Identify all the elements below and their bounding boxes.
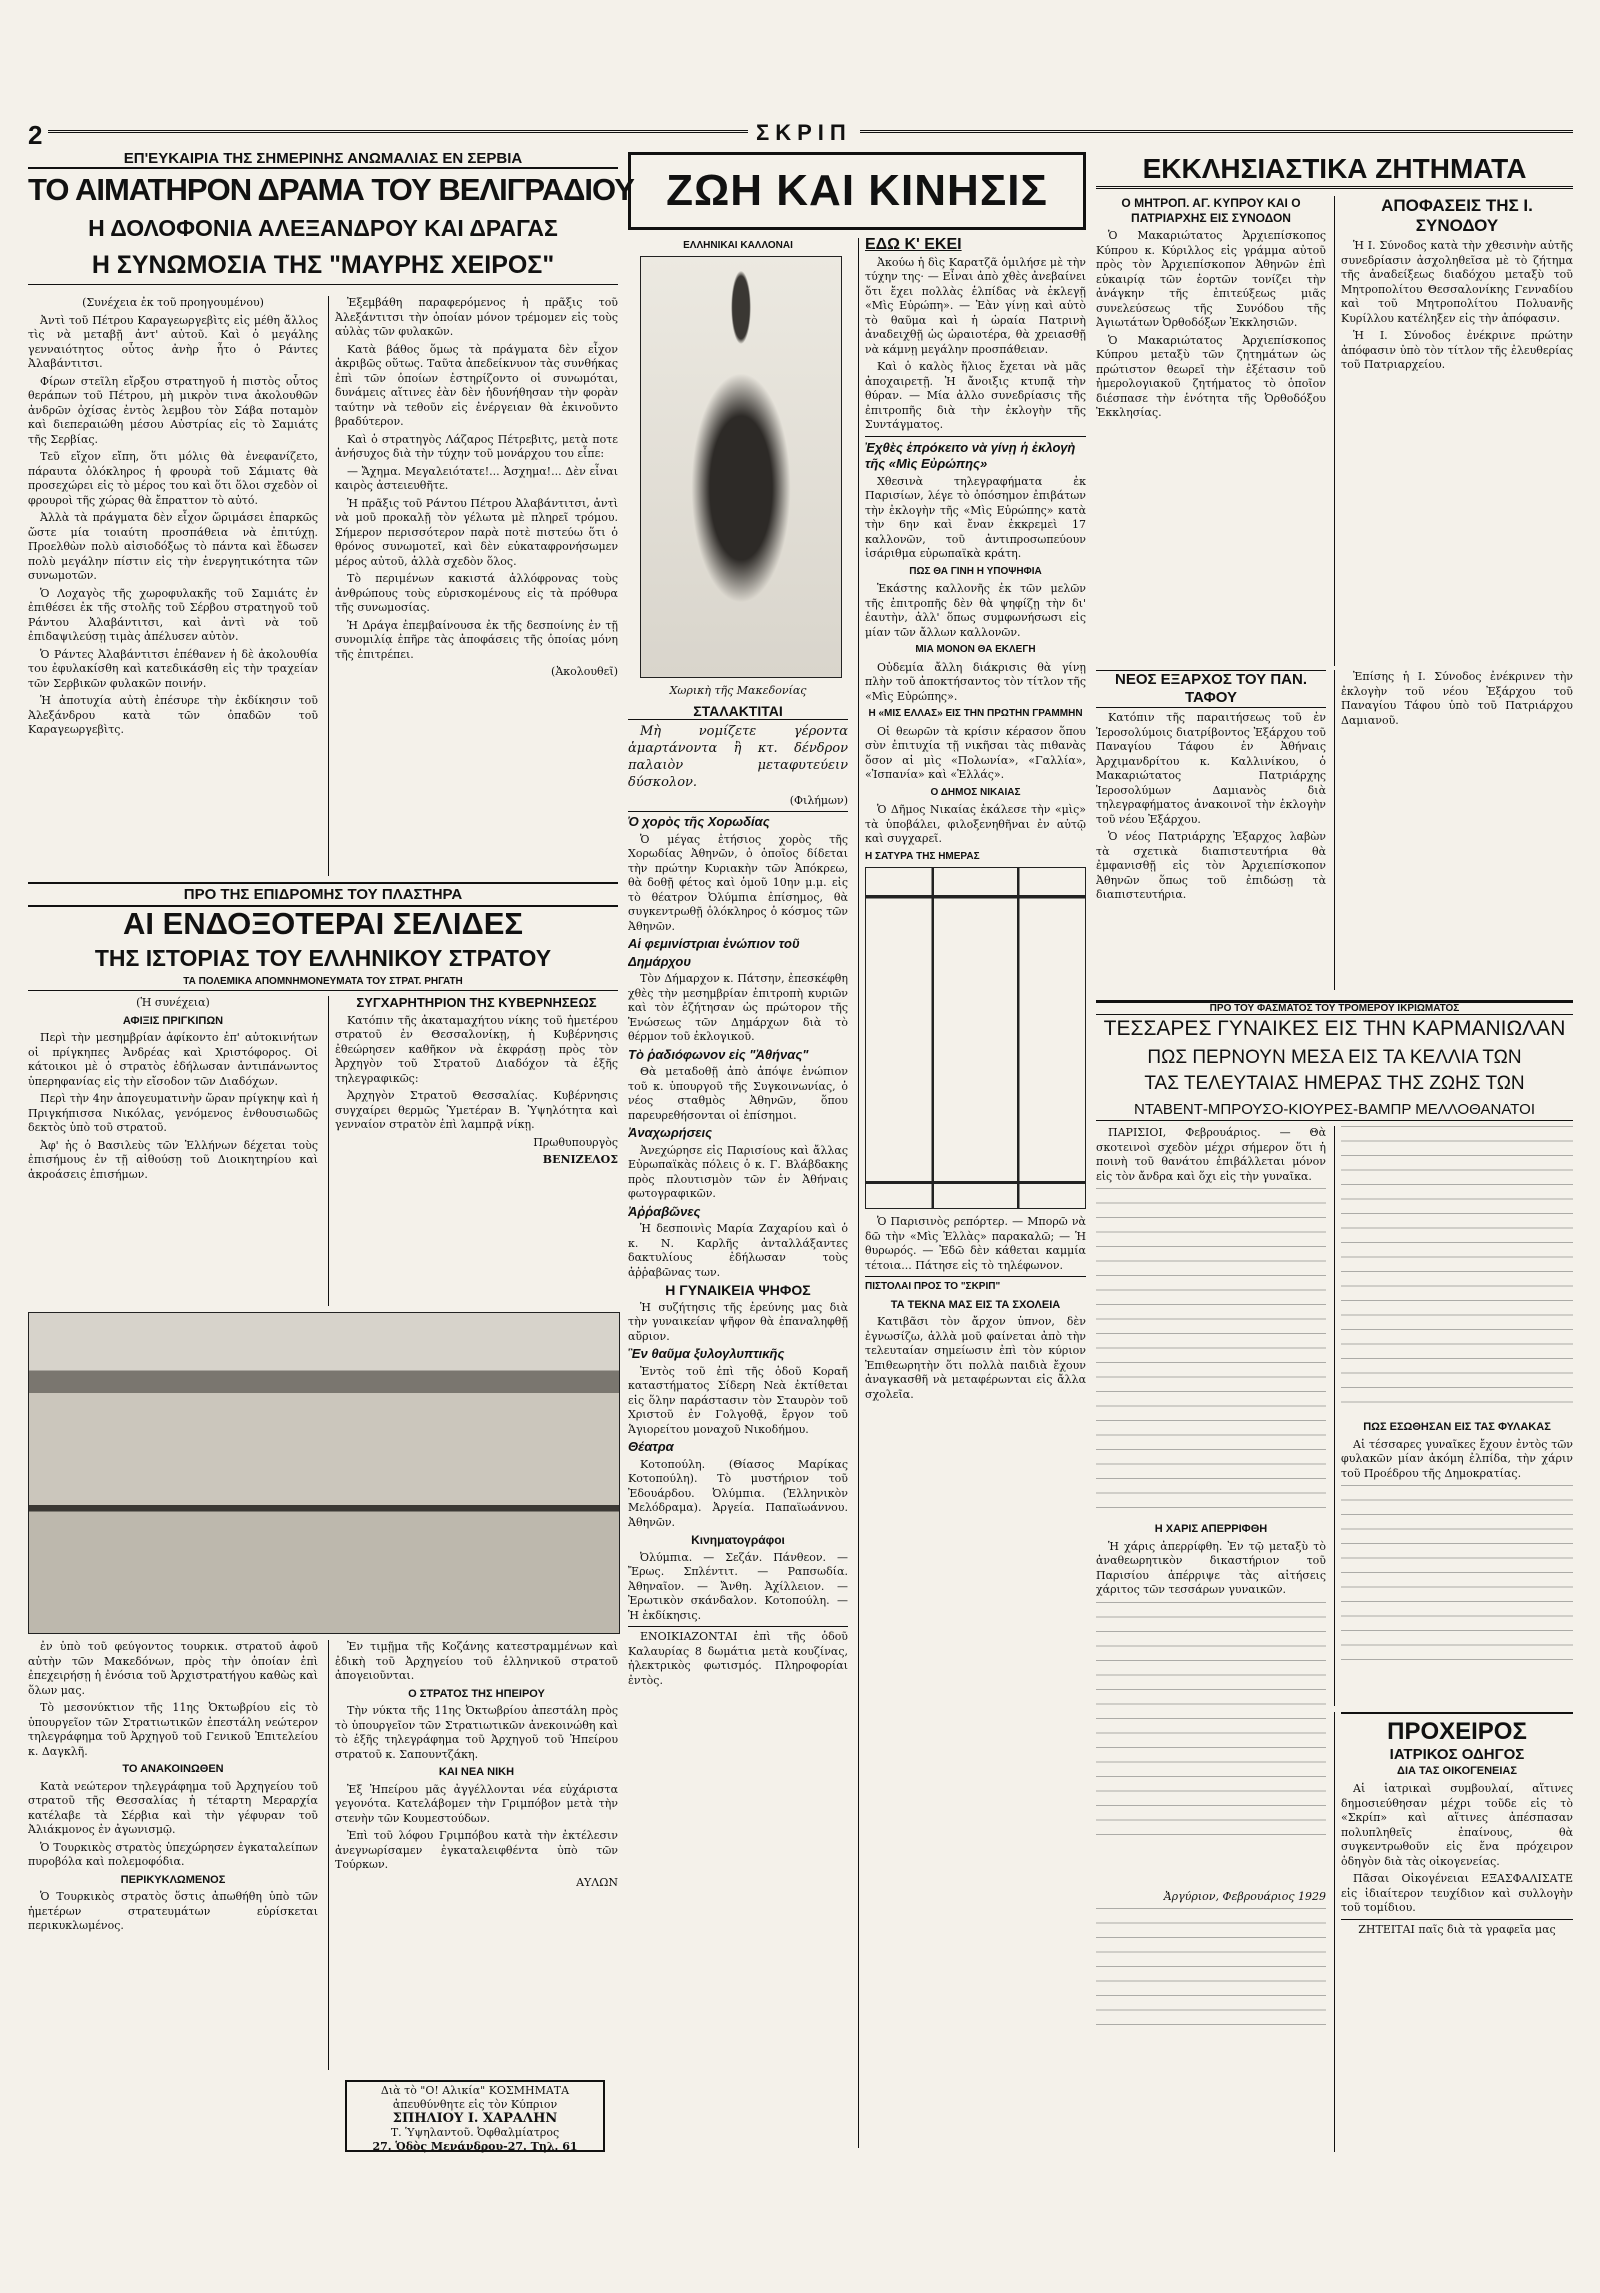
page-number: 2 [28, 120, 48, 151]
guillotine-headline: ΤΕΣΣΑΡΕΣ ΓΥΝΑΙΚΕΣ ΕΙΣ ΤΗΝ ΚΑΡΜΑΝΙΩΛΑΝ [1103, 1017, 1566, 1040]
center-col [858, 238, 1086, 2148]
paragraph: Ὁ μέγας ἐτήσιος χορὸς τῆς Χορωδίας Ἀθηνῶν, ὁ ὁποῖος δίδεται τὴν πρώτην Κυριακὴν τῶν Ἀπόκρεω, θὰ δοθῇ φέτος καὶ ὁμοῦ 10ην μ.μ. εἰς τὸ θέατρον Ὀλύμπια ἐπίσημος, θὰ συγκεντρωθῇ ὁλόκληρος ὁ κόσμος τῶν Ἀθηνῶν. [628, 832, 848, 933]
paragraph: ἐν ὑπὸ τοῦ φεύγοντος τουρκικ. στρατοῦ ἀφοῦ αὐτὴν τῶν Μακεδόνων, πρὸς τὴν ὁποίαν ἐπὶ ἐπεχειρήσῃ ἡ ἐνόσια τοῦ Ἀρχιστρατήγου καθὼς καὶ ὅλων μας. [28, 1640, 318, 1697]
church-col-2 [1334, 196, 1573, 666]
sepulchre-col-2 [1334, 670, 1573, 990]
paragraph: Χθεσινὰ τηλεγραφήματα ἐκ Παρισίων, λέγε τὸ ὁπόσημον ἐπιβάτων τὴν ἐκλογὴν τῆς «Μὶς Εὐρώπης» κατὰ τὴν 6ην καὶ ἔναν ἐκκρεμεὶ 17 καλλονῶν, τοῦ ἀντιπροσωπεύουν ἰσάριθμα εὐρωπαϊκὰ κράτη. [865, 474, 1086, 560]
left-subhead-1: Η ΔΟΛΟΦΟΝΙΑ ΑΛΕΞΑΝΔΡΟΥ ΚΑΙ ΔΡΑΓΑΣ [88, 215, 558, 241]
medical-guide-subtitle-2: ΔΙΑ ΤΑΣ ΟΙΚΟΓΕΝΕΙΑΣ [1397, 1765, 1517, 1777]
paragraph: Τὸ περιμένων κακιστά ἀλλόφρονας τοὺς ἀνθρώπους τοὺς εὑρισκομένους εἰς τὰ πρόθυρα τῆς συνωμοσίας. [335, 572, 618, 614]
paragraph: Ἐξ Ἠπείρου μᾶς ἀγγέλλονται νέα εὐχάριστα γεγονότα. Κατελάβομεν τὴν Γριμπόβον μετὰ τὴν στενὴν τῶν Κουμεστούδων. [335, 1782, 618, 1825]
church-col-1 [1096, 196, 1326, 666]
quote-author: (Φιλήμων) [789, 793, 848, 807]
paragraph: Ὁ Τουρκικὸς στρατὸς ὑπεχώρησεν ἐγκαταλείπων πυροβόλα καὶ πολεμοφόδια. [28, 1840, 318, 1868]
section-title: ΕΔΩ Κ' ΕΚΕΙ [865, 238, 962, 253]
macedonian-woman-photo [640, 256, 842, 678]
paragraph: Αἱ τέσσαρες γυναῖκες ἔχουν ἐντὸς τῶν φυλακῶν μίαν ἀκόμη ἐλπίδα, τὴν χάριν τοῦ Προέδρου τῆς Δημοκρατίας. [1341, 1437, 1573, 1480]
to-be-continued: (Ἀκολουθεῖ) [551, 665, 618, 678]
section-title: ΤΟ ΑΝΑΚΟΙΝΩΘΕΝ [122, 1763, 224, 1775]
history-kicker: ΠΡΟ ΤΗΣ ΕΠΙΔΡΟΜΗΣ ΤΟΥ ΠΛΑΣΤΗΡΑ [28, 882, 618, 907]
masthead [28, 120, 1573, 150]
middle-col-1 [628, 704, 848, 2154]
ad-line: ἀπευθύνθητε εἰς τὸν Κύπριον [392, 2098, 558, 2111]
paragraph: Ἡ συζήτησις τῆς ἐρεύνης μας διὰ τὴν γυναικείαν ψῆφον θὰ ἐπαναληφθῇ αὔριον. [628, 1300, 848, 1343]
history-col-1 [28, 996, 318, 1306]
paragraph: Κατόπιν τῆς παραιτήσεως τοῦ ἐν Ἱεροσολύμοις διατρίβοντος Ἐξάρχου τοῦ Παναγίου Τάφου ἐν Ἀθήναις Ἀρχιμανδρίτου κ. Καλλινίκου, ὁ Μακαριώτατος Πατριάρχης Ἱεροσολύμων Δαμιανὸς διὰ τηλεγραφήματος ἀνακοινοῖ τὴν ἐκλογὴν τοῦ νέου Ἐξάρχου. [1096, 711, 1326, 826]
classified-ad: ΕΝΟΙΚΙΑΖΟΝΤΑΙ ἐπὶ τῆς ὁδοῦ Καλαυρίας 8 δωμάτια μετὰ κουζίνας, ἠλεκτρικὸς φωτισμός. Πληροφορίαι ἐντὸς. [628, 1626, 848, 1688]
paragraph: Περὶ τὴν 4ην ἀπογευματινὴν ὥραν πρίγκηψ καὶ ἡ Πριγκήπισσα Νικόλας, γενόμενος ἐνθουσιωδῶς δεκτὸς ὑπὸ τοῦ στρατοῦ. [28, 1092, 318, 1134]
paragraph: Ἡ ἀποτυχία αὐτὴ ἐπέσυρε τὴν ἐκδίκησιν τοῦ Ἀλεξάνδρου κατὰ τῶν ὀπαδῶν τοῦ Καραγεωργεβὶτς. [28, 694, 318, 736]
text-block [1096, 1908, 1326, 2028]
paragraph: Ἀφ' ἡς ὁ Βασιλεὺς τῶν Ἑλλήνων δέχεται τοὺς ἐπισήμους ἐν τῇ αἰθούσῃ τοῦ Διοικητηρίου καὶ ἀκροάσεις ἐπισήμων. [28, 1138, 318, 1181]
paragraph: Καὶ ὁ καλὸς ἥλιος ἔχεται νὰ μᾶς ἀποχαιρετῇ. Ἡ ἄνοιξις κτυπᾷ τὴν θύραν. — Μία ἀλλο συνεδρίασις τῆς ἐπιτροπῆς διὰ τὴν ἐκλογὴν τῆς Συντάγματος. [865, 360, 1086, 431]
signature-role: Πρωθυπουργὸς [533, 1135, 618, 1149]
church-issues-header: ΕΚΚΛΗΣΙΑΣΤΙΚΑ ΖΗΤΗΜΑΤΑ [1096, 152, 1573, 189]
paragraph: Τὸν Δήμαρχον κ. Πάτσην, ἐπεσκέφθη χθὲς τὴν μεσημβρίαν ἐπιτροπὴ κυριῶν καὶ τὸν ἐζήτησαν ὡς πρώτορον τῆς Ἑνώσεως τῶν Δημάρχων διὰ τὸ θέρμον τοῦ ἐκλογικοῦ. [628, 972, 848, 1043]
paragraph: ΠΑΡΙΣΙΟΙ, Φεβρουάριος. — Θὰ σκοτεινοὶ σχεδὸν μέχρι σήμερον ὅτι ἡ ποινὴ τοῦ θανάτου ἐπιβάλλεται μόνον εἰς τὸν ἄνδρα καὶ ὅχι εἰς τὴν γυναῖκα. [1096, 1126, 1326, 1183]
paragraph: Ὁ νέος Πατριάρχης Ἐξαρχος λαβὼν τὰ σχετικὰ διαπιστευτήρια θὰ ἐμφανισθῇ εἰς τὸν Ἀρχιεπίσκοπον Ἀθηνῶν ὅπως τοῦ ἐπιδώσῃ τὰ διαπιστευτήρια. [1096, 830, 1326, 901]
section-title: ΣΤΑΛΑΚΤΙΤΑΙ [628, 704, 848, 720]
paragraph: Τὴν νύκτα τῆς 11ης Ὀκτωβρίου ἀπεστάλη πρὸς τὸ ὑπουργεῖον τῶν Στρατιωτικῶν ἀνεκοινώθη καὶ τὸ ἑξῆς τηλεγράφημα τοῦ Ἀρχηγοῦ τοῦ Ἠπείρου στρατοῦ κ. Σαπουντζάκη. [335, 1704, 618, 1761]
paragraph: Ἡ πρᾶξις τοῦ Ράντου Πέτρου Ἀλαβάντιτσι, ἀντὶ νὰ μοῦ προκαλῇ τὸν γέλωτα μὲ πληρεῖ τρόμου. Σήμερον περισσότερον παρὰ ποτὲ πιστεύω ὅτι ὁ θρόνος συνωμοτεῖ, καὶ δὲν εὐκαταφρονήσωμεν μέρος αὐτοῦ, ἀλλὰ σχεδὸν ὅλος. [335, 496, 618, 568]
paragraph: Θὰ μεταδοθῇ ἀπὸ ἀπόψε ἐνώπιον τοῦ κ. ὑπουργοῦ τῆς Συγκοινωνίας, ὁ νέος σταθμὸς Ἀθηνῶν, ὅπου παρευρεθήσονται οἱ ἐπίσημοι. [628, 1065, 848, 1122]
section-title: Τὸ ῥαδιόφωνον εἰς "Ἀθήνας" [628, 1046, 809, 1062]
paragraph: Ἀκούω ἡ δὶς Καρατζᾶ ὁμιλήσε μὲ τὴν τύχην της· — Εἶναι ἀπὸ χθὲς ἀνεβαίνει ὅτι ἔχει πολλὰς ἑλπίδας νὰ ἐκλεγῇ «Μὶς Εὐρώπη». — Ἐὰν γίνῃ καὶ αὐτὸ τὸ θαῦμα καὶ ἡ ὡραία Πατρινὴ ἀναδειχθῇ ὡς ὡραιοτέρα, θὰ χρειασθῇ νὰ κάμνῃ μεγάλην προσπάθειαν. [865, 255, 1086, 356]
paragraph: Οὐδεμία ἄλλη διάκρισις θὰ γίνῃ πλὴν τοῦ ἀποκτήσαντος τὸν τίτλον τῆς «Μὶς Εὐρώπης». [865, 660, 1086, 703]
paragraph: Ἑκάστης καλλονῆς ἐκ τῶν μελῶν τῆς ἐπιτροπῆς δὲν θὰ ψηφίζῃ τὴν δι' ἑαυτὴν, ἀλλ' ὅπως συμφωνήσωσι εἰς μίαν τῶν ἄλλων καλλονῶν. [865, 582, 1086, 639]
continued-note: (Συνέχεια ἐκ τοῦ προηγουμένου) [82, 296, 264, 309]
life-title-box [628, 152, 1086, 230]
paragraph: Ἀρχηγὸν Στρατοῦ Θεσσαλίας. Κυβέρνησις συγχαίρει θερμῶς Ὑμετέραν Β. Ὑψηλότητα καὶ γενναίον στρατὸν ἐπὶ λαμπρᾷ νίκῃ. [335, 1089, 618, 1131]
ad-line: Τ. Ὑψηλαντοῦ. Ὀφθαλμίατρος [390, 2126, 560, 2139]
medical-guide-title: ΠΡΟΧΕΙΡΟΣ [1341, 1712, 1573, 1746]
paragraph: Ὁ Ράντες Ἀλαβάντιτσι ἐπέθανεν ἡ δὲ ἀκολουθία του ἐφυλακίσθη καὶ κατεδικάσθη εἰς τὴν τραχείαν τῶν Σερβικῶν φυλακῶν ποινήν. [28, 647, 318, 690]
section-title: Η ΓΥΝΑΙΚΕΙΑ ΨΗΦΟΣ [665, 1282, 811, 1298]
section-title: Ἀναχωρήσεις [628, 1125, 713, 1140]
history-subhead: ΤΗΣ ΙΣΤΟΡΙΑΣ ΤΟΥ ΕΛΛΗΝΙΚΟΥ ΣΤΡΑΤΟΥ [94, 945, 552, 971]
paragraph: Ὀλύμπια. — Σεζάν. Πάνθεον. — Ἔρως. Σπλέντιτ. — Ραπσωδία. Ἀθηναῖον. — Ἄνθη. Ἀχίλλειον. — Ἐρωτικὸν σκάνδαλον. Κοτοπούλη. — Ἡ ἐκδίκησις. [628, 1550, 848, 1622]
paragraph: Ἐπίσης ἡ Ι. Σύνοδος ἐνέκρινεν τὴν ἐκλογὴν τοῦ νέου Ἐξάρχου τοῦ Παναγίου Τάφου ὑπὸ τοῦ Πατριάρχου Δαμιανοῦ. [1341, 670, 1573, 727]
section-title: ΑΦΙΞΙΣ ΠΡΙΓΚΙΠΩΝ [122, 1014, 224, 1027]
paragraph: Τὸ μεσονύκτιον τῆς 11ης Ὀκτωβρίου εἰς τὸ ὑπουργεῖον τῶν Στρατιωτικῶν ἐπεστάλη νεώτερον τηλεγράφημα τοῦ Ἀρχηγοῦ τοῦ Γενικοῦ Ἐπιτελείου κ. Δαγκλῆ. [28, 1701, 318, 1758]
text-block [1096, 1602, 1326, 1842]
cartoon-label: Η ΣΑΤΥΡΑ ΤΗΣ ΗΜΕΡΑΣ [865, 850, 980, 862]
paragraph: Ὁ Μακαριώτατος Ἀρχιεπίσκοπος Κύπρου μεταξὺ τῶν ζητημάτων ὡς πρώτιστον θεωρεῖ τὴν ἐξέτασιν τοῦ ἡμερολογιακοῦ ζητήματος τὸ ὁποῖον διέσπασε τὴν ἑνότητα τῆς Ὀρθοδόξου Ἐκκλησίας. [1096, 333, 1326, 419]
paragraph: Ἀνεχώρησε εἰς Παρισίους καὶ ἄλλας Εὐρωπαϊκὰς πόλεις ὁ κ. Γ. Βλάβδακης πρὸς πλουτισμὸν τῶν ἐν Ἀθήναις φωτογραφικῶν. [628, 1143, 848, 1200]
section-title: Η ΧΑΡΙΣ ΑΠΕΡΡΙΦΘΗ [1154, 1523, 1268, 1535]
paragraph: Τεῦ εἴχον εἴπη, ὅτι μόλις θὰ ἐνεφανίζετο, πάραυτα ὁλόκληρος ἡ φρουρὰ τοῦ Σάμιατς θὰ προσεχώρει εἰς τὸ μέρος του καὶ ὅτι ὅλοι σχεδὸν οἱ φρουροὶ τῆς χώρας θὰ ἔπραττον τὸ αὐτό. [28, 450, 318, 507]
continued-note: (Ἡ συνέχεια) [136, 996, 210, 1009]
history-headline: ΑΙ ΕΝΔΟΞΟΤΕΡΑΙ ΣΕΛΙΔΕΣ [122, 906, 524, 941]
paragraph: Ἡ Ι. Σύνοδος ἐνέκρινε πρώτην ἀπόφασιν ὑπὸ τὸν τίτλον τῆς ἐλευθερίας τοῦ Πατριαρχείου. [1341, 329, 1573, 371]
section-title: ΑΠΟΦΑΣΕΙΣ ΤΗΣ Ι. ΣΥΝΟΔΟΥ [1381, 196, 1533, 235]
left-kicker: ΕΠ'ΕΥΚΑΙΡΙΑ ΤΗΣ ΣΗΜΕΡΙΝΗΣ ΑΝΩΜΑΛΙΑΣ ΕΝ ΣΕΡΒΙΑ [28, 150, 618, 169]
paragraph: Ἀλλὰ τὰ πράγματα δὲν εἶχον ὥριμάσει ἐπαρκῶς ὥστε μία τοιαύτη προσπάθεια νὰ ἐπιτύχῃ. Προελθὼν πολὺ αἰσιοδόξως τὸ πάντα καὶ ἔδωσεν πολὺ μεγάλην πίστιν εἰς τὴν ἐνεργητικότητα τῶν συνωμοτῶν. [28, 511, 318, 582]
guillotine-subhead-2: ΤΑΣ ΤΕΛΕΥΤΑΙΑΣ ΗΜΕΡΑΣ ΤΗΣ ΖΩΗΣ ΤΩΝ [1144, 1073, 1525, 1094]
left-subhead-2: Η ΣΥΝΩΜΟΣΙΑ ΤΗΣ "ΜΑΥΡΗΣ ΧΕΙΡΟΣ" [28, 250, 618, 285]
ad-line: Διὰ τὸ "Ο! Αλικία" ΚΟΣΜΗΜΑΤΑ [380, 2084, 570, 2097]
paragraph: Ἐν τιμῇμα τῆς Κοζάνης κατεστραμμένων καὶ ἐδικὴ τοῦ Ἀρχηγείου τοῦ ἑλληνικοῦ στρατοῦ ἀπογειοῦνται. [335, 1640, 618, 1682]
paragraph: Ἐντὸς τοῦ ἐπὶ τῆς ὁδοῦ Κοραῆ καταστήματος Σίδερη Νεὰ ἐκτίθεται εἰς ὅλην παράστασιν τὸν Σταυρὸν τοῦ Χριστοῦ ἐν Γολγοθᾷ, ἔργον τοῦ Ἁγιορείτου μοναχοῦ Νικοδήμου. [628, 1364, 848, 1436]
paragraph: Καὶ ὁ στρατηγὸς Λάζαρος Πέτρεβιτς, μετὰ ποτε ἀνήσυχος διὰ τὴν τύχην τοῦ μονάρχου του εἶπε: [335, 432, 618, 460]
paragraph: Ἐξεμβάθη παραφερόμενος ἡ πρᾶξις τοῦ Ἀλεξάντιτσι τὴν ὁποίαν μόνον τρέμομεν εἰς τοὺς αὐλὰς τῶν φυλακῶν. [335, 296, 618, 338]
section-title: Ἐχθὲς ἐπρόκειτο νὰ γίνῃ ἡ ἐκλογὴ τῆς «Μὶς Εὐρώπης» [865, 436, 1086, 472]
paragraph: Πᾶσαι Οἰκογένειαι ΕΞΑΣΦΑΛΙΣΑΤΕ εἰς ἰδιαίτερον τευχίδιον καὶ συλλογὴν τοῦ τομίδιου. [1341, 1872, 1573, 1914]
paragraph: Ἀντὶ τοῦ Πέτρου Καραγεωργεβὶτς εἰς μέθη ἄλλος τὶς νὰ μεταβῇ ἀντ' αὐτοῦ. Καὶ ὁ μεγάλης γενναιότητος οὗτος ἀνὴρ ἦτο ὁ Ράντες Ἀλαβάντιτσι. [28, 313, 318, 370]
guillotine-col-1 [1096, 1126, 1326, 1886]
section-title: Ἓν θαῦμα ξυλογλυπτικῆς [628, 1346, 785, 1361]
text-block [1341, 1126, 1573, 1416]
quote: — Ἄχημα. Μεγαλειότατε!... Ἀσχημα!... Δὲν εἶναι καιρὸς ἀστειευθῆτε. [335, 464, 618, 492]
paragraph: Κατιβᾶσι τὸν ἄρχον ὑπνον, δὲν ἐγνωσίζω, ἀλλὰ μοῦ φαίνεται ἀπὸ τὴν τελευταίαν σημείωσιν ἐπὶ τὸν κύριον Ἐπιθεωρητὴν ὅτι πολλὰ παιδιὰ ἔχουν ἀναγκασθῆ νὰ μεταφέρωνται εἰς ἄλλα σχολεῖα. [865, 1315, 1086, 1401]
photo-caption: Χωρικὴ τῆς Μακεδονίας [669, 684, 807, 697]
section-title: Ἀῤῥαβῶνες [628, 1203, 701, 1219]
wanted-ad: ΖΗΤΕΙΤΑΙ παῖς διὰ τὰ γραφεῖα μας [1341, 1919, 1573, 1938]
left-article-col-1 [28, 296, 318, 876]
history-bottom-col-1 [28, 1640, 318, 2150]
medical-guide-box [1334, 1712, 1573, 2152]
paragraph: Ἡ Δράγα ἐπεμβαίνουσα ἐκ τῆς δεσποίνης ἐν τῇ συνομιλίᾳ ἐπῆρε τὰς ἀποφάσεις τῆς ὁποίας μόνη τῆς ἐπιτρέπει. [335, 618, 618, 661]
paragraph: Περὶ τὴν μεσημβρίαν ἀφίκοντο ἐπ' αὐτοκινήτων οἱ πρίγκηπες Ἀνδρέας καὶ Χριστόφορος. Οἱ κάτοικοι μὲ ὁ στρατὸς ἐδήλωσαν ἀντιπάνωντος ὑπερηφανίας εἰς τὴν εἴσοδον τῶν Διαδόχων. [28, 1031, 318, 1088]
satire-cartoon [865, 867, 1086, 1209]
paragraph: Ἐπὶ τοῦ λόφου Γριμπόβου κατὰ τὴν ἐκτέλεσιν ἀνεγνωρίσαμεν ἐγκαταλειφθέντα ὑπὸ τῶν Τούρκων. [335, 1829, 618, 1871]
section-title: ΠΕΡΙΚΥΚΛΩΜΕΝΟΣ [120, 1873, 226, 1886]
section-title: Ο ΜΗΤΡΟΠ. ΑΓ. ΚΥΠΡΟΥ ΚΑΙ Ο ΠΑΤΡΙΑΡΧΗΣ ΕΙΣ ΣΥΝΟΔΟΝ [1121, 196, 1301, 225]
section-title: Αἱ φεμινίστριαι ἐνώπιον τοῦ [628, 936, 800, 951]
section-title: ΜΙΑ ΜΟΝΟΝ ΘΑ ΕΚΛΕΓΗ [915, 644, 1036, 655]
paragraph: Ἡ χάρις ἀπερρίφθη. Ἐν τῷ μεταξὺ τὸ ἀναθεωρητικὸν δικαστήριον τοῦ Παρισίου ἀπέρριψε τὰς αἰτήσεις χάριτος τῶν τεσσάρων γυναικῶν. [1096, 1539, 1326, 1596]
section-title: Ο ΣΤΡΑΤΟΣ ΤΗΣ ΗΠΕΙΡΟΥ [408, 1687, 545, 1700]
paragraph: Ὁ Δῆμος Νικαίας ἐκάλεσε τὴν «μὶς» τὰ ὑποβάλει, φιλοξενηθῆναι ἐν αὐτῷ καὶ συγχαρεῖ. [865, 803, 1086, 845]
jewelry-ad [345, 2080, 605, 2152]
signature: ΒΕΝΙΖΕΛΟΣ [542, 1153, 618, 1166]
letters-label: ΠΙΣΤΟΛΑΙ ΠΡΟΣ ΤΟ "ΣΚΡΙΠ" [865, 1276, 1086, 1295]
guillotine-col-2 [1334, 1126, 1573, 1706]
section-title: ΠΩΣ ΕΣΩΘΗΣΑΝ ΕΙΣ ΤΑΣ ΦΥΛΑΚΑΣ [1363, 1421, 1551, 1433]
ad-line: ΣΠΗΛΙΟΥ Ι. ΧΑΡΑΛΗΝ [392, 2111, 558, 2126]
life-title: ΖΩΗ ΚΑΙ ΚΙΝΗΣΙΣ [666, 166, 1048, 215]
paragraph: Κατὰ βάθος ὅμως τὰ πράγματα δὲν εἶχον ἀκριβῶς οὕτως. Ταῦτα ἀπεδείκνυον τὰς συνθήκας ἐπὶ τῶν ὁποίων ἐστηρίζοντο οἱ συνωμόται, δυνάμεις αἵτινες ἐὰν δὲν ἠδυνήθησαν τὴν φορὰν ταύτην νὰ τεθοῦν εἰς ἐνέργειαν θὰ ἐκινοῦντο βραδύτερον. [335, 342, 618, 428]
quote: Μὴ νομίζετε γέροντα ἁμαρτάνοντα ἢ κτ. δένδρον παλαιὸν μεταφυτεύειν δύσκολον. [628, 723, 848, 790]
paragraph: Ὁ Τουρκικὸς στρατὸς ὅστις ἀπωθήθη ὑπὸ τῶν ἡμετέρων στρατευμάτων εὑρίσκεται περικυκλωμένος. [28, 1890, 318, 1932]
section-title: Ο ΔΗΜΟΣ ΝΙΚΑΙΑΣ [930, 786, 1021, 798]
text-block [1096, 1188, 1326, 1518]
paragraph: Ὁ Λοχαγὸς τῆς χωροφυλακῆς τοῦ Σαμιάτς ἐν ἐπιθέσει ἐκ τῆς στολῆς τοῦ Σέρβου στρατηγοῦ τοῦ Ράντου Ἀλαβάντιτσι, καὶ ἀντὶ νὰ τοῦ ἐπιδαψιλεύσῃ τιμὰς ἀπέλυσεν αὐτὸν. [28, 586, 318, 643]
paragraph: Κοτοπούλη. (Θίασος Μαρίκας Κοτοπούλη). Τὸ μυστήριον τοῦ Ἐδουάρδου. Ὀλύμπια. (Ἑλληνικὸν Μελόδραμα). Ἀργεία. Παπαϊωάννου. Ἀθηνῶν. [628, 1457, 848, 1529]
medical-guide-subtitle-1: ΙΑΤΡΙΚΟΣ ΟΔΗΓΟΣ [1389, 1746, 1525, 1763]
guillotine-kicker: ΠΡΟ ΤΟΥ ΦΑΣΜΑΤΟΣ ΤΟΥ ΤΡΟΜΕΡΟΥ ΙΚΡΙΩΜΑΤΟΣ [1096, 1000, 1573, 1015]
dateline: Ἀργύριον, Φεβρουάριος 1929 [1163, 1890, 1326, 1903]
photo-caption-top: ΕΛΛΗΝΙΚΑΙ ΚΑΛΛΟΝΑΙ [683, 240, 793, 251]
section-title: Δημάρχου [628, 953, 692, 969]
guillotine-subhead-3: ΝΤΑΒΕΝΤ-ΜΠΡΟΥΣΟ-ΚΙΟΥΡΕΣ-ΒΑΜΠΡ ΜΕΛΛΟΘΑΝΑΤΟΙ [1096, 1100, 1573, 1121]
section-title: ΝΕΟΣ ΕΞΑΡΧΟΣ ΤΟΥ ΠΑΝ. ΤΑΦΟΥ [1096, 670, 1326, 708]
guillotine-subhead-1: ΠΩΣ ΠΕΡΝΟΥΝ ΜΕΣΑ ΕΙΣ ΤΑ ΚΕΛΛΙΑ ΤΩΝ [1147, 1047, 1522, 1068]
section-title: ΤΑ ΤΕΚΝΑ ΜΑΣ ΕΙΣ ΤΑ ΣΧΟΛΕΙΑ [890, 1298, 1061, 1311]
paragraph: Ὁ Μακαριώτατος Ἀρχιεπίσκοπος Κύπρου κ. Κύριλλος εἰς γράμμα αὐτοῦ πρὸς τὸν Ἀρχιεπίσκοπον Ἀθηνῶν ἐπὶ εὐκαιρίᾳ τῶν ἑορτῶν τονίζει τὴν ἀνάγκην τῆς ἐπιτεύξεως μιᾶς συνελεύσεως τῆς Συνόδου τῆς Ἀγιωτάτων Ὀρθοδόξων Ἐκκλησιῶν. [1096, 229, 1326, 329]
left-headline: ΤΟ ΑΙΜΑΤΗΡΟΝ ΔΡΑΜΑ ΤΟΥ ΒΕΛΙΓΡΑΔΙΟΥ [28, 172, 634, 207]
text-block [1341, 1485, 1573, 1665]
section-title: ΠΩΣ ΘΑ ΓΙΝΗ Η ΥΠΟΨΗΦΙΑ [909, 565, 1042, 577]
left-article-col-2 [328, 296, 618, 876]
section-title: Θέατρα [628, 1439, 674, 1454]
soldiers-house-photo [28, 1312, 620, 1634]
section-title: ΚΑΙ ΝΕΑ ΝΙΚΗ [438, 1766, 515, 1778]
cartoon-caption: Ὁ Παρισινὸς ρεπόρτερ. — Μπορῶ νὰ δῶ τὴν «Μὶς Ἑλλὰς» παρακαλῶ; — Ἡ θυρωρός. — Ἐδῶ δὲν κάθεται καμμία τέτοια... Πάτησε εἰς τὸ τηλέφωνον. [865, 1215, 1086, 1272]
section-title: ΣΥΓΧΑΡΗΤΗΡΙΟΝ ΤΗΣ ΚΥΒΕΡΝΗΣΕΩΣ [356, 996, 597, 1010]
paragraph: Αἱ ἰατρικαὶ συμβουλαί, αἵτινες δημοσιεύθησαν μέχρι τοῦδε εἰς τὸ «Σκρίπ» καὶ αἵτινες ἀπέσπασαν πολυπληθεῖς ἐπαίνους, θὰ συγκεντρωθοῦν εἰς ἕνα πρόχειρον ὁδηγὸν διὰ τὰς οἰκογενείας. [1341, 1782, 1573, 1868]
paragraph: Κατὰ νεώτερον τηλεγράφημα τοῦ Ἀρχηγείου τοῦ στρατοῦ τῆς Θεσσαλίας ἡ τέταρτη Μεραρχία κατέλαβε τὰ Σέρβια καὶ τὴν γέφυραν τοῦ Ἀλιάκμονος ἐν ἀγωνισμῷ. [28, 1779, 318, 1836]
paragraph: Φίρων στεῖλη εἴρξου στρατηγοῦ ἡ πιστὸς οὗτος θεράπων τοῦ Πέτρου, μὴ μικρὸν τινα ἀκολουθῶν ἀνδρῶν ὀχίσας ἐντὸς λεμβου τὸν Σάβα ποταμὸν καὶ διεπεραιώθη μέσου Αὐστρίας εἰς τὸ Σαμιάτς τῆς Σερβίας. [28, 374, 318, 446]
sepulchre-col [1096, 670, 1326, 990]
history-bottom-col-2 [328, 1640, 618, 2070]
section-title: Ὁ χορὸς τῆς Χορωδίας [628, 811, 848, 830]
paper-name: ΣΚΡΙΠ [748, 120, 860, 146]
section-title: Η «ΜΙΣ ΕΛΛΑΣ» ΕΙΣ ΤΗΝ ΠΡΩΤΗΝ ΓΡΑΜΜΗΝ [868, 708, 1083, 719]
paragraph: Οἱ θεωρῶν τὰ κρίσιν κέρασον ὅπου σὺν ἐπιτυχία τῇ νικῆσαι τὰς πιθανὰς ὅσον αἱ μὶς «Πολωνία», «Γαλλία», «Ἰσπανία» καὶ «Ἑλλάς». [865, 724, 1086, 781]
paragraph: Κατόπιν τῆς ἀκαταμαχήτου νίκης τοῦ ἡμετέρου στρατοῦ ἐν Θεσσαλονίκῃ, ἡ Κυβέρνησις ἐθεώρησεν καθῆκον νὰ ἐκφράσῃ πρὸς τὸν Ἀρχηγὸν τοῦ Στρατοῦ Διαδόχον τὰ ἑξῆς τηλεγραφικῶς: [335, 1013, 618, 1085]
history-col-2 [328, 996, 618, 1306]
history-series: ΤΑ ΠΟΛΕΜΙΚΑ ΑΠΟΜΝΗΜΟΝΕΥΜΑΤΑ ΤΟΥ ΣΤΡΑΤ. ΡΗΓΑΤΗ [28, 976, 618, 991]
ad-line: 27. Ὁδὸς Μενάνδρου-27. Τηλ. 61 [372, 2140, 578, 2153]
paragraph: Ἡ δεσποινὶς Μαρία Ζαχαρίου καὶ ὁ κ. Ν. Καρλῆς ἀνταλλάξαντες δακτυλίους ἐδήλωσαν τοὺς ἀῤῥαβῶνας των. [628, 1222, 848, 1279]
section-title: Κινηματογράφοι [691, 1533, 785, 1547]
paragraph: Ἡ Ι. Σύνοδος κατὰ τὴν χθεσινὴν αὐτῆς συνεδρίασιν ἀσχοληθεῖσα μὲ τὸ ζήτημα τῆς ἀναδείξεως διαδόχου μεταξὺ τοῦ Μητροπολίτου Θεσσαλονίκης Γενναδίου καὶ τοῦ Μητροπολίτου Πολυανῆς Κυρίλλου κατέληξεν εἰς τὴν ἀπόφασιν. [1341, 239, 1573, 325]
signature: ΑΥΛΩΝ [576, 1875, 618, 1889]
dateline-col [1096, 1890, 1326, 2028]
